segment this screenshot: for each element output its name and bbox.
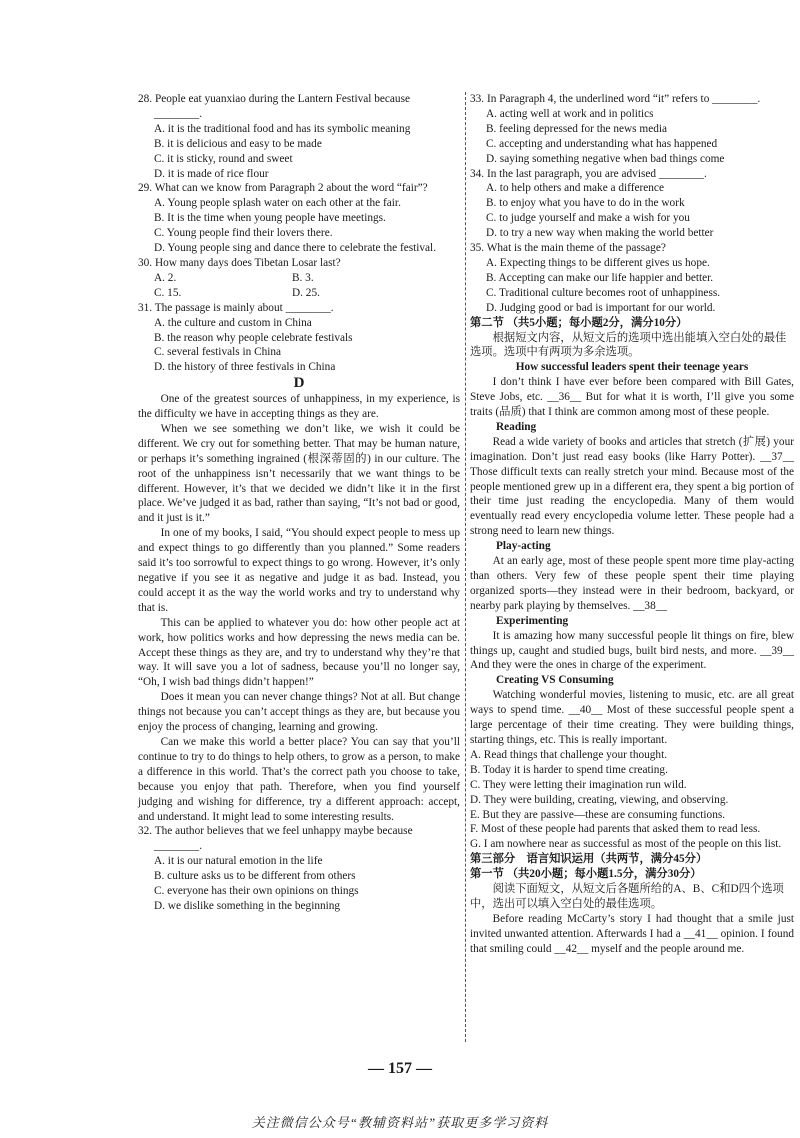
paragraph-experimenting: It is amazing how many successful people lit things on fire, blew things up, caught and studied bugs, built bird nests, and more. __39__ And they were the ones in charge of the experiment. xyxy=(470,629,794,672)
q32-option-c: C. everyone has their own opinions on things xyxy=(154,885,359,898)
section-d-title: D xyxy=(293,375,305,392)
q30-options-row-2 xyxy=(138,286,460,301)
q30-option-d: D. 25. xyxy=(292,286,320,299)
question-29-stem: 29. What can we know from Paragraph 2 about the word “fair”? xyxy=(138,182,428,195)
q32-option-d: D. we dislike something in the beginning xyxy=(154,899,341,912)
q31-option-a: A. the culture and custom in China xyxy=(154,316,312,329)
q35-option-b: B. Accepting can make our life happier and better. xyxy=(486,271,714,284)
q29-option-d: D. Young people sing and dance there to celebrate the festival. xyxy=(154,242,437,255)
q31-option-c: C. several festivals in China xyxy=(154,346,282,359)
section-2-title: 第二节 （共5小题；每小题2分，满分10分） xyxy=(470,316,688,329)
d-paragraph-6: Can we make this world a better place? You can say that you’ll continue to try to do things to help others, to grow as a person, to make a difference in this world. That’s the correct path you choose to take, because you enjoy that path. Therefore, when you find yourself judging and wishing for difference, try a different approach: accept, and understand. It might lead to some interesting results. xyxy=(138,735,460,823)
part-3-section-1: 第一节 （共20小题；每小题1.5分，满分30分） xyxy=(470,868,702,881)
q34-option-d: D. to try a new way when making the world better xyxy=(486,227,714,240)
heading-reading: Reading xyxy=(496,420,537,433)
paragraph-play-acting: At an early age, most of these people spent more time play-acting than others. Very few of these people spent their time playing organized sports—they instead were in their bedroom, backyard, or nearby park playing by themselves. __38__ xyxy=(470,555,794,612)
q31-option-b: B. the reason why people celebrate festivals xyxy=(154,331,353,344)
q34-option-a: A. to help others and make a difference xyxy=(486,182,664,195)
q34-option-c: C. to judge yourself and make a wish for you xyxy=(486,212,690,225)
q33-option-a: A. acting well at work and in politics xyxy=(486,107,654,120)
part-3-instructions: 阅读下面短文，从短文后各题所给的A、B、C和D四个选项中，选出可以填入空白处的最佳选项。 xyxy=(470,883,784,910)
q31-option-d: D. the history of three festivals in China xyxy=(154,361,336,374)
choice-e: E. But they are passive—these are consuming functions. xyxy=(470,808,726,821)
q33-option-d: D. saying something negative when bad things come xyxy=(486,152,725,165)
column-divider xyxy=(465,92,466,1042)
article-title: How successful leaders spent their teenage years xyxy=(515,361,749,374)
d-paragraph-5: Does it mean you can never change things? Not at all. But change things not because you can’t accept things as they are, but because you enjoy the process of changing, learning and growing. xyxy=(138,691,460,734)
d-paragraph-4: This can be applied to whatever you do: how other people act at work, how politics works and how depressing the news media can be. Accept these things as they are, and try to understand why they’re that way. It will save you a lot of sadness, because you’ll no longer say, “Oh, I wish bad things didn’t happen!” xyxy=(138,616,460,689)
q28-option-b: B. it is delicious and easy to be made xyxy=(154,137,322,150)
question-30-stem: 30. How many days does Tibetan Losar last? xyxy=(138,256,341,269)
choice-g: G. I am nowhere near as successful as most of the people on this list. xyxy=(470,838,782,851)
d-paragraph-3: In one of my books, I said, “You should expect people to mess up and expect things to go differently than you planned.” Some readers said it’s too sorrowful to expect things to go wrong. However, it’s only negative if you see it as negative and judge it as bad. Instead, you could accept it as the way the world works and try to understand why that is. xyxy=(138,527,460,614)
heading-play-acting: Play-acting xyxy=(496,540,551,553)
question-35-stem: 35. What is the main theme of the passage? xyxy=(470,242,666,255)
d-paragraph-1: One of the greatest sources of unhappiness, in my experience, is the difficulty we have in accepting things as they are. xyxy=(138,393,460,421)
right-column xyxy=(470,92,794,957)
paragraph-creating: Watching wonderful movies, listening to music, etc. are all great ways to spend time. __40__ Most of these successful people spent a large percentage of their time creating. They were building things, starting things, etc. This is really important. xyxy=(470,689,794,746)
cloze-passage: Before reading McCarty’s story I had thought that a smile just invited unwanted attention. Afterwards I had a __41__ opinion. I found that smiling could __42__ myself and the people around me. xyxy=(470,912,794,955)
q30-option-a: A. 2. xyxy=(154,271,177,284)
q29-option-c: C. Young people find their lovers there. xyxy=(154,227,333,240)
q28-option-a: A. it is the traditional food and has its symbolic meaning xyxy=(154,122,411,135)
heading-creating: Creating VS Consuming xyxy=(496,674,614,687)
question-34-stem: 34. In the last paragraph, you are advised ________. xyxy=(470,167,707,180)
q35-option-a: A. Expecting things to be different gives us hope. xyxy=(486,256,710,269)
choice-b: B. Today it is harder to spend time creating. xyxy=(470,763,668,776)
q29-option-b: B. It is the time when young people have meetings. xyxy=(154,212,386,225)
question-32-stem: 32. The author believes that we feel unhappy maybe because ________. xyxy=(138,825,413,853)
question-33-stem: 33. In Paragraph 4, the underlined word “it” refers to ________. xyxy=(470,93,761,105)
choice-a: A. Read things that challenge your thought. xyxy=(470,748,668,761)
q30-options-row-1 xyxy=(138,271,460,286)
question-31-stem: 31. The passage is mainly about ________. xyxy=(138,301,334,314)
footer-note: 关注微信公众号“教辅资料站”获取更多学习资料 xyxy=(251,1115,549,1130)
choice-d: D. They were building, creating, viewing, and observing. xyxy=(470,793,729,806)
q34-option-b: B. to enjoy what you have to do in the work xyxy=(486,197,685,210)
q32-option-b: B. culture asks us to be different from others xyxy=(154,870,356,883)
q33-option-b: B. feeling depressed for the news media xyxy=(486,122,668,135)
q35-option-c: C. Traditional culture becomes root of unhappiness. xyxy=(486,286,721,299)
q29-option-a: A. Young people splash water on each other at the fair. xyxy=(154,197,401,210)
part-3-title: 第三部分 语言知识运用（共两节，满分45分） xyxy=(470,853,708,866)
q28-option-c: C. it is sticky, round and sweet xyxy=(154,152,293,165)
choice-f: F. Most of these people had parents that asked them to read less. xyxy=(470,823,761,836)
q28-option-d: D. it is made of rice flour xyxy=(154,167,269,180)
q32-option-a: A. it is our natural emotion in the life xyxy=(154,855,323,868)
left-column xyxy=(138,92,460,914)
question-28-stem: 28. People eat yuanxiao during the Lantern Festival because ________. xyxy=(138,93,410,120)
choice-c: C. They were letting their imagination run wild. xyxy=(470,778,687,791)
q33-option-c: C. accepting and understanding what has happened xyxy=(486,137,718,150)
article-intro: I don’t think I have ever before been compared with Bill Gates, Steve Jobs, etc. __36__ But for what it is worth, I’ll give you some traits (品质) that I think are common among most of these people. xyxy=(470,376,794,419)
q30-option-c: C. 15. xyxy=(154,286,182,299)
q30-option-b: B. 3. xyxy=(292,271,314,284)
paragraph-reading: Read a wide variety of books and articles that stretch (扩展) your imagination. Don’t just read easy books (like Harry Potter). __37__ Those difficult texts can really stretch your mind. Because most of the people mentioned grew up in a different era, they spent a big portion of their time just reading the encyclopedia. Many of them would eventually read every encyclopedia volume letter. These people had a strong need to learn new things. xyxy=(470,435,794,538)
section-2-instructions: 根据短文内容，从短文后的选项中选出能填入空白处的最佳选项。选项中有两项为多余选项。 xyxy=(470,331,787,359)
d-paragraph-2: When we see something we don’t like, we wish it could be different. We cry out for something better. That may be human nature, or perhaps it’s something ingrained (根深蒂固的) in our culture. The root of the unhappiness isn’t necessarily that we want things to be different. However, it’s that we decided we didn’t like it in the first place. We’ve judged it as bad, rather than saying, “It’s not bad or good, and it just is it.” xyxy=(138,422,460,525)
heading-experimenting: Experimenting xyxy=(496,614,569,627)
page-number: — 157 — xyxy=(368,1060,432,1077)
q35-option-d: D. Judging good or bad is important for our world. xyxy=(486,301,716,314)
